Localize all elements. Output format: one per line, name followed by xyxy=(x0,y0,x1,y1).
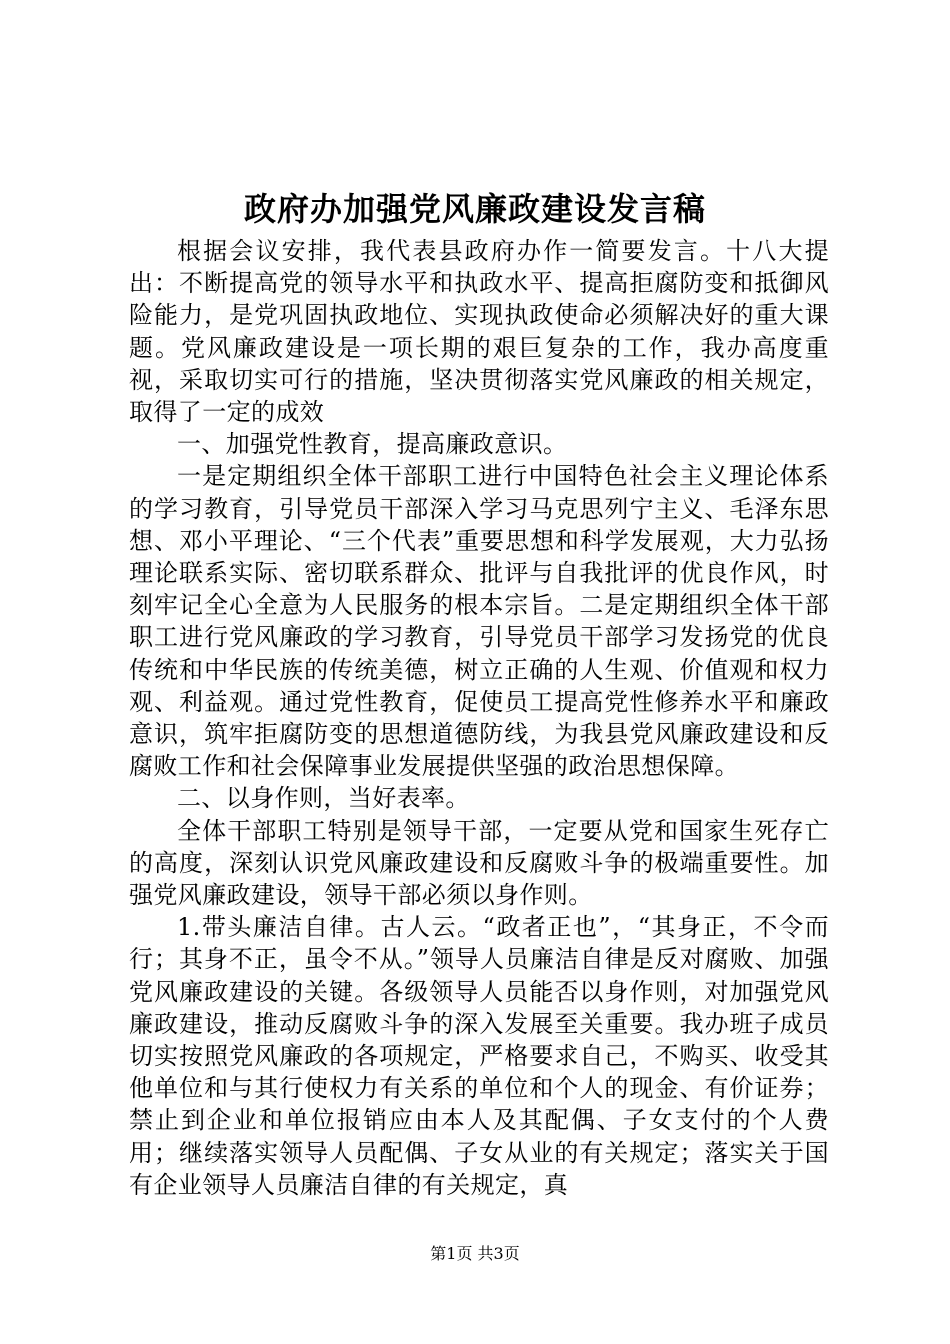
paragraph-section-2: 全体干部职工特别是领导干部，一定要从党和国家生死存亡的高度，深刻认识党风廉政建设和反腐败斗争的极端重要性。加强党风廉政建设，领导干部必须以身作则。 xyxy=(129,816,829,910)
paragraph-section-1: 一是定期组织全体干部职工进行中国特色社会主义理论体系的学习教育，引导党员干部深入学习马克思列宁主义、毛泽东思想、邓小平理论、“三个代表”重要思想和科学发展观，大力弘扬理论联系实际、密切联系群众、批评与自我批评的优良作风，时刻牢记全心全意为人民服务的根本宗旨。二是定期组织全体干部职工进行党风廉政的学习教育，引导党员干部学习发扬党的优良传统和中华民族的传统美德，树立正确的人生观、价值观和权力观、利益观。通过党性教育，促使员工提高党性修养水平和廉政意识，筑牢拒腐防变的思想道德防线，为我县党风廉政建设和反腐败工作和社会保障事业发展提供坚强的政治思想保障。 xyxy=(129,462,829,781)
paragraph-item-1: 1.带头廉洁自律。古人云。“政者正也”，“其身正，不令而行；其身不正，虽令不从。”领导人员廉洁自律是反对腐败、加强党风廉政建设的关键。各级领导人员能否以身作则，对加强党风廉政建设，推动反腐败斗争的深入发展至关重要。我办班子成员切实按照党风廉政的各项规定，严格要求自己，不购买、收受其他单位和与其行使权力有关系的单位和个人的现金、有价证券；禁止到企业和单位报销应由本人及其配偶、子女支付的个人费用；继续落实领导人员配偶、子女从业的有关规定；落实关于国有企业领导人员廉洁自律的有关规定，真 xyxy=(129,913,829,1199)
page-number-footer: 第1页 共3页 xyxy=(430,1244,520,1263)
section-heading-2: 二、以身作则，当好表率。 xyxy=(177,784,470,813)
paragraph-intro: 根据会议安排，我代表县政府办作一简要发言。十八大提出：不断提高党的领导水平和执政水平、提高拒腐防变和抵御风险能力，是党巩固执政地位、实现执政使命必须解决好的重大课题。党风廉政建设是一项长期的艰巨复杂的工作，我办高度重视，采取切实可行的措施，坚决贯彻落实党风廉政的相关规定，取得了一定的成效 xyxy=(129,237,829,427)
section-heading-1: 一、加强党性教育，提高廉政意识。 xyxy=(177,430,568,459)
document-title: 政府办加强党风廉政建设发言稿 xyxy=(243,190,706,228)
document-body xyxy=(129,235,829,1201)
